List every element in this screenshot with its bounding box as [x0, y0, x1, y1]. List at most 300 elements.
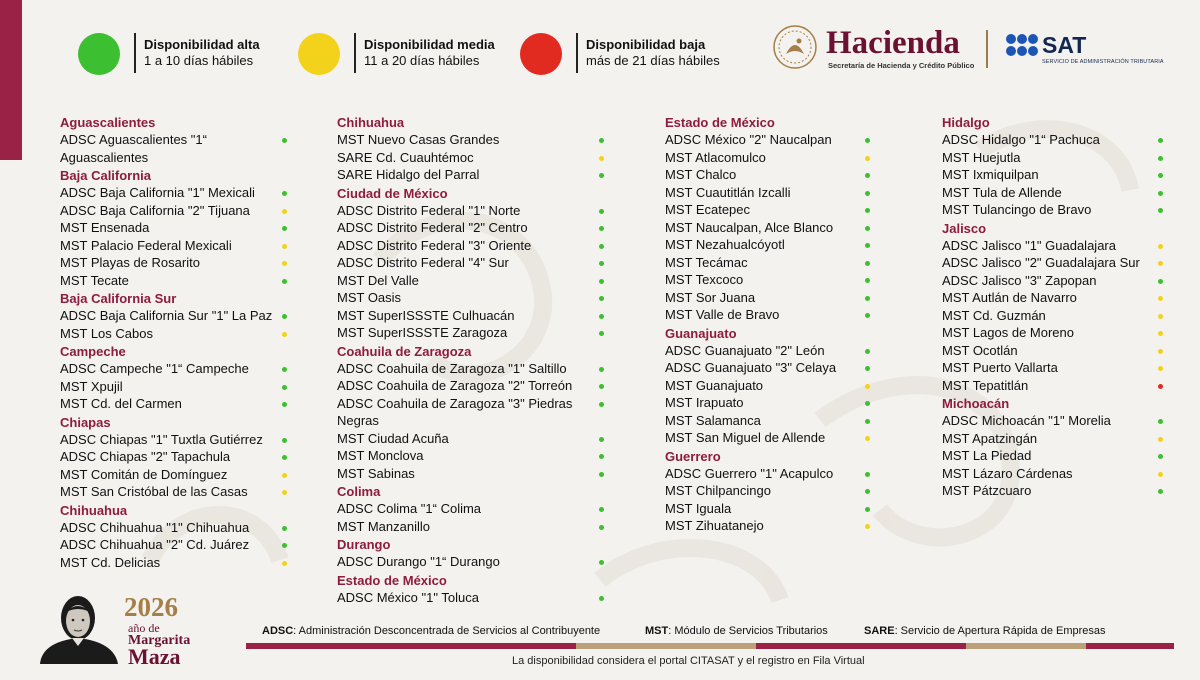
green-status-dot-icon	[865, 191, 870, 196]
state-heading: Chihuahua	[60, 502, 128, 518]
office-name: MST Chalco	[665, 167, 737, 182]
state-heading: Michoacán	[942, 396, 1010, 411]
office-name: MST Irapuato	[665, 395, 744, 410]
green-status-dot-icon	[282, 279, 287, 284]
office-name: MST Apatzingán	[942, 430, 1038, 446]
office-name: MST La Piedad	[942, 448, 1032, 463]
office-name: MST Pátzcuaro	[942, 483, 1032, 498]
office-row	[942, 465, 1168, 483]
office-row	[665, 149, 875, 167]
office-name: ADSC Distrito Federal "3" Oriente	[337, 237, 532, 253]
green-status-dot-icon	[599, 314, 604, 319]
office-name: MST Oasis	[337, 290, 402, 305]
yellow-status-dot-icon	[599, 156, 604, 161]
office-row	[942, 412, 1168, 430]
green-status-dot-icon	[865, 419, 870, 424]
state-heading: Jalisco	[942, 220, 987, 236]
footnote: La disponibilidad considera el portal CITASAT y el registro en Fila Virtual	[512, 655, 865, 667]
office-name: MST Manzanillo	[337, 518, 430, 534]
green-status-dot-icon	[599, 472, 604, 477]
office-row	[942, 166, 1168, 184]
office-row	[665, 201, 875, 219]
green-status-dot-icon	[865, 261, 870, 266]
green-status-dot-icon	[599, 138, 604, 143]
office-row	[665, 254, 875, 272]
office-name: MST Ocotlán	[942, 342, 1018, 358]
green-status-dot-icon	[1158, 191, 1163, 196]
yellow-status-dot-icon	[1158, 472, 1163, 477]
state-heading: Chiapas	[60, 414, 111, 430]
office-row	[60, 131, 292, 166]
office-column-4	[942, 113, 1168, 500]
office-name: ADSC Durango "1“ Durango	[337, 554, 500, 569]
green-status-dot-icon	[282, 226, 287, 231]
office-name: ADSC Campeche "1“ Campeche	[60, 361, 249, 376]
year-badge	[32, 584, 232, 669]
yellow-status-dot-icon	[1158, 366, 1163, 371]
yellow-status-dot-icon	[1158, 437, 1163, 442]
office-row	[665, 412, 875, 430]
year-badge-line: año de	[128, 621, 160, 635]
glossary-adsc	[262, 625, 600, 637]
state-heading: Estado de México	[665, 115, 775, 130]
glossary-mst	[645, 625, 828, 637]
yellow-status-dot-icon	[282, 261, 287, 266]
footer-rule-accent	[966, 643, 1086, 649]
office-row	[942, 447, 1168, 465]
green-status-dot-icon	[865, 472, 870, 477]
office-row	[337, 377, 609, 395]
green-status-dot-icon	[599, 331, 604, 336]
green-status-dot-icon	[599, 507, 604, 512]
office-name: MST Tecámac	[665, 254, 748, 270]
yellow-status-dot-icon	[282, 209, 287, 214]
glossary-definition: : Administración Desconcentrada de Servicios al Contribuyente	[293, 625, 601, 637]
yellow-status-dot-icon	[1158, 244, 1163, 249]
office-name: MST Chilpancingo	[665, 483, 771, 498]
red-dot-icon	[520, 33, 562, 75]
glossary-definition: : Servicio de Apertura Rápida de Empresas	[894, 625, 1106, 637]
office-row	[665, 289, 875, 307]
office-row	[665, 342, 875, 360]
green-status-dot-icon	[1158, 173, 1163, 178]
office-row	[337, 465, 609, 483]
office-name: MST Palacio Federal Mexicali	[60, 237, 232, 253]
office-name: MST SuperISSSTE Zaragoza	[337, 325, 508, 340]
hacienda-logo-subtitle: Secretaría de Hacienda y Crédito Público	[828, 61, 975, 70]
office-row	[60, 395, 292, 413]
green-status-dot-icon	[865, 173, 870, 178]
green-status-dot-icon	[865, 507, 870, 512]
green-status-dot-icon	[282, 314, 287, 319]
green-status-dot-icon	[865, 278, 870, 283]
office-row	[942, 201, 1168, 219]
green-status-dot-icon	[599, 525, 604, 530]
availability-legend	[78, 30, 778, 80]
office-row	[665, 131, 875, 149]
office-row	[665, 306, 875, 324]
yellow-status-dot-icon	[1158, 314, 1163, 319]
office-row	[942, 377, 1168, 395]
office-name: ADSC Guanajuato "2" León	[665, 342, 825, 358]
green-status-dot-icon	[865, 401, 870, 406]
office-name: MST Iguala	[665, 500, 732, 516]
office-name: MST Nezahualcóyotl	[665, 237, 785, 252]
office-row	[337, 500, 609, 518]
green-status-dot-icon	[282, 367, 287, 372]
green-status-dot-icon	[599, 226, 604, 231]
green-status-dot-icon	[282, 385, 287, 390]
legend-title: Disponibilidad media	[364, 37, 495, 52]
office-name: ADSC Colima "1“ Colima	[337, 501, 482, 516]
office-name: ADSC Aguascalientes "1“ Aguascalientes	[60, 132, 207, 165]
red-status-dot-icon	[1158, 384, 1163, 389]
office-row	[60, 466, 292, 484]
yellow-status-dot-icon	[865, 436, 870, 441]
office-name: MST Los Cabos	[60, 325, 153, 341]
yellow-status-dot-icon	[1158, 261, 1163, 266]
office-row	[60, 483, 292, 501]
office-row	[60, 431, 292, 449]
office-name: MST Cd. del Carmen	[60, 396, 182, 411]
green-status-dot-icon	[599, 367, 604, 372]
glossary-abbr: SARE	[864, 625, 895, 637]
footer-rule-accent	[576, 643, 756, 649]
footer-rule	[246, 643, 1174, 649]
glossary-definition: : Módulo de Servicios Tributarios	[668, 625, 828, 637]
office-name: ADSC Chiapas "2" Tapachula	[60, 449, 231, 464]
green-status-dot-icon	[599, 244, 604, 249]
office-name: MST Cd. Guzmán	[942, 307, 1046, 323]
office-row	[665, 500, 875, 518]
office-name: MST Sabinas	[337, 465, 415, 481]
office-row	[665, 236, 875, 254]
green-status-dot-icon	[282, 526, 287, 531]
office-row	[665, 517, 875, 535]
office-row	[665, 359, 875, 377]
office-name: MST Zihuatanejo	[665, 518, 764, 533]
legend-divider	[134, 33, 136, 73]
office-row	[942, 184, 1168, 202]
state-heading: Baja California	[60, 168, 152, 183]
office-name: ADSC Baja California "1" Mexicali	[60, 185, 255, 200]
legend-divider	[354, 33, 356, 73]
office-column-3	[665, 113, 875, 535]
office-row	[337, 237, 609, 255]
office-name: ADSC Hidalgo "1“ Pachuca	[942, 132, 1100, 147]
green-status-dot-icon	[282, 402, 287, 407]
green-status-dot-icon	[282, 438, 287, 443]
state-heading: Guanajuato	[665, 325, 737, 341]
green-status-dot-icon	[1158, 279, 1163, 284]
office-row	[665, 429, 875, 447]
yellow-status-dot-icon	[865, 156, 870, 161]
office-row	[942, 149, 1168, 167]
office-name: ADSC Jalisco "3" Zapopan	[942, 272, 1097, 288]
yellow-status-dot-icon	[282, 473, 287, 478]
office-name: MST SuperISSSTE Culhuacán	[337, 307, 515, 323]
office-name: MST Tula de Allende	[942, 184, 1062, 200]
legend-subtitle: 1 a 10 días hábiles	[144, 53, 254, 68]
green-status-dot-icon	[599, 279, 604, 284]
office-row	[337, 553, 609, 571]
office-name: ADSC Coahuila de Zaragoza "2" Torreón	[337, 378, 573, 393]
office-row	[60, 325, 292, 343]
office-row	[337, 272, 609, 290]
office-row	[337, 149, 609, 167]
office-row	[942, 237, 1168, 255]
yellow-status-dot-icon	[1158, 331, 1163, 336]
green-status-dot-icon	[282, 455, 287, 460]
office-row	[337, 360, 609, 378]
office-name: MST Tepatitlán	[942, 377, 1029, 393]
office-name: MST Guanajuato	[665, 377, 764, 393]
office-name: ADSC Distrito Federal "1" Norte	[337, 202, 521, 218]
office-name: ADSC Jalisco "2" Guadalajara Sur	[942, 255, 1140, 270]
green-status-dot-icon	[865, 226, 870, 231]
office-row	[665, 482, 875, 500]
office-row	[337, 166, 609, 184]
yellow-status-dot-icon	[1158, 349, 1163, 354]
margarita-maza-portrait-icon	[32, 584, 124, 664]
office-row	[942, 289, 1168, 307]
green-status-dot-icon	[282, 138, 287, 143]
office-row	[60, 378, 292, 396]
office-name: ADSC Guerrero "1" Acapulco	[665, 465, 834, 481]
office-name: MST Xpujil	[60, 378, 123, 394]
office-name: ADSC Coahuila de Zaragoza "1" Saltillo	[337, 360, 567, 376]
green-dot-icon	[78, 33, 120, 75]
green-status-dot-icon	[1158, 489, 1163, 494]
office-name: ADSC Distrito Federal "2" Centro	[337, 220, 528, 235]
yellow-dot-icon	[298, 33, 340, 75]
office-name: MST Naucalpan, Alce Blanco	[665, 219, 834, 235]
mexico-eagle-seal-icon	[772, 24, 818, 70]
office-row	[942, 342, 1168, 360]
office-name: ADSC Jalisco "1" Guadalajara	[942, 237, 1116, 253]
office-row	[60, 202, 292, 220]
green-status-dot-icon	[599, 560, 604, 565]
office-row	[337, 202, 609, 220]
green-status-dot-icon	[599, 384, 604, 389]
office-row	[337, 395, 609, 430]
office-row	[337, 219, 609, 237]
office-name: MST Playas de Rosarito	[60, 255, 200, 270]
glossary-abbr: ADSC	[262, 625, 294, 637]
office-row	[337, 289, 609, 307]
office-name: MST Sor Juana	[665, 289, 756, 305]
yellow-status-dot-icon	[282, 490, 287, 495]
office-row	[60, 272, 292, 290]
state-heading: Hidalgo	[942, 115, 990, 130]
office-name: MST Del Valle	[337, 272, 419, 288]
yellow-status-dot-icon	[282, 561, 287, 566]
green-status-dot-icon	[599, 454, 604, 459]
office-name: ADSC Guanajuato "3" Celaya	[665, 360, 837, 375]
office-name: MST Lázaro Cárdenas	[942, 465, 1073, 481]
office-name: ADSC Baja California Sur "1" La Paz	[60, 308, 273, 323]
office-row	[665, 394, 875, 412]
office-name: ADSC Chihuahua "2" Cd. Juárez	[60, 537, 250, 552]
green-status-dot-icon	[599, 261, 604, 266]
glossary-abbr: MST	[645, 625, 669, 637]
office-row	[60, 219, 292, 237]
green-status-dot-icon	[599, 296, 604, 301]
office-name: MST Texcoco	[665, 272, 744, 287]
office-name: SARE Hidalgo del Parral	[337, 167, 480, 182]
green-status-dot-icon	[1158, 419, 1163, 424]
office-name: MST Tulancingo de Bravo	[942, 202, 1092, 217]
office-row	[337, 131, 609, 149]
state-heading: Estado de México	[337, 572, 447, 588]
office-row	[665, 377, 875, 395]
office-row	[337, 430, 609, 448]
office-name: MST Puerto Vallarta	[942, 360, 1058, 375]
state-heading: Ciudad de México	[337, 185, 448, 201]
green-status-dot-icon	[599, 596, 604, 601]
office-row	[942, 307, 1168, 325]
office-row	[337, 447, 609, 465]
yellow-status-dot-icon	[865, 524, 870, 529]
office-column-2	[337, 113, 609, 606]
office-name: MST Ecatepec	[665, 202, 751, 217]
state-heading: Colima	[337, 484, 381, 499]
office-row	[337, 307, 609, 325]
office-row	[665, 219, 875, 237]
office-row	[665, 184, 875, 202]
office-name: MST San Cristóbal de las Casas	[60, 484, 248, 499]
green-status-dot-icon	[865, 349, 870, 354]
glossary-sare	[864, 625, 1106, 637]
office-row	[60, 554, 292, 572]
yellow-status-dot-icon	[282, 332, 287, 337]
green-status-dot-icon	[599, 437, 604, 442]
office-name: MST Huejutla	[942, 149, 1021, 165]
office-name: MST Lagos de Moreno	[942, 325, 1074, 340]
legend-divider	[576, 33, 578, 73]
yellow-status-dot-icon	[865, 384, 870, 389]
office-name: ADSC Michoacán "1" Morelia	[942, 413, 1111, 428]
office-row	[942, 359, 1168, 377]
legend-subtitle: más de 21 días hábiles	[586, 53, 720, 68]
office-name: MST Salamanca	[665, 412, 761, 428]
legend-title: Disponibilidad alta	[144, 37, 260, 52]
green-status-dot-icon	[865, 489, 870, 494]
office-name: ADSC México "2" Naucalpan	[665, 132, 832, 147]
green-status-dot-icon	[1158, 156, 1163, 161]
state-heading: Guerrero	[665, 448, 721, 464]
green-status-dot-icon	[1158, 138, 1163, 143]
logo-divider	[986, 30, 988, 68]
office-name: MST Tecate	[60, 272, 129, 288]
office-row	[60, 237, 292, 255]
office-name: ADSC Coahuila de Zaragoza "3" Piedras Negras	[337, 395, 573, 428]
hacienda-logo-text: Hacienda	[826, 25, 960, 61]
green-status-dot-icon	[865, 138, 870, 143]
office-name: MST Nuevo Casas Grandes	[337, 132, 500, 147]
office-name: ADSC México "1" Toluca	[337, 589, 479, 605]
legend-subtitle: 11 a 20 días hábiles	[364, 53, 480, 68]
yellow-status-dot-icon	[282, 244, 287, 249]
state-heading: Durango	[337, 537, 391, 552]
green-status-dot-icon	[865, 208, 870, 213]
year-badge-name: Margarita	[128, 633, 191, 648]
yellow-status-dot-icon	[1158, 296, 1163, 301]
office-name: MST Ensenada	[60, 220, 150, 235]
green-status-dot-icon	[1158, 454, 1163, 459]
office-row	[942, 272, 1168, 290]
office-row	[665, 166, 875, 184]
sat-logo-subtitle: SERVICIO DE ADMINISTRACIÓN TRIBUTARIA	[1042, 59, 1164, 65]
office-name: MST Valle de Bravo	[665, 307, 780, 322]
office-name: MST Ixmiquilpan	[942, 167, 1039, 182]
office-name: MST Comitán de Domínguez	[60, 466, 228, 482]
office-name: ADSC Distrito Federal "4" Sur	[337, 255, 509, 270]
legend-title: Disponibilidad baja	[586, 37, 706, 52]
office-row	[337, 254, 609, 272]
office-row	[60, 536, 292, 554]
office-row	[942, 324, 1168, 342]
header-logos	[772, 24, 1172, 74]
office-row	[665, 271, 875, 289]
office-name: SARE Cd. Cuauhtémoc	[337, 149, 474, 165]
office-name: MST Cd. Delicias	[60, 554, 161, 570]
state-heading: Aguascalientes	[60, 115, 156, 130]
green-status-dot-icon	[1158, 208, 1163, 213]
sat-logo-icon	[1004, 32, 1040, 64]
office-row	[60, 360, 292, 378]
office-row	[942, 482, 1168, 500]
office-name: ADSC Baja California "2" Tijuana	[60, 202, 250, 218]
green-status-dot-icon	[599, 209, 604, 214]
office-column-1	[60, 113, 292, 571]
office-row	[942, 430, 1168, 448]
office-row	[337, 324, 609, 342]
office-row	[665, 465, 875, 483]
office-name: MST Cuautitlán Izcalli	[665, 184, 791, 200]
green-status-dot-icon	[282, 543, 287, 548]
office-row	[337, 589, 609, 607]
office-row	[60, 448, 292, 466]
office-name: MST Ciudad Acuña	[337, 430, 449, 446]
green-status-dot-icon	[599, 402, 604, 407]
office-name: MST Monclova	[337, 448, 424, 463]
green-status-dot-icon	[865, 296, 870, 301]
office-row	[337, 518, 609, 536]
office-name: ADSC Chihuahua "1" Chihuahua	[60, 519, 250, 535]
office-name: MST Autlán de Navarro	[942, 290, 1077, 305]
state-heading: Coahuila de Zaragoza	[337, 343, 472, 359]
office-row	[60, 307, 292, 325]
office-name: ADSC Chiapas "1" Tuxtla Gutiérrez	[60, 431, 263, 447]
green-status-dot-icon	[599, 173, 604, 178]
state-heading: Campeche	[60, 344, 126, 359]
office-name: MST San Miguel de Allende	[665, 430, 826, 445]
office-row	[60, 519, 292, 537]
green-status-dot-icon	[865, 313, 870, 318]
state-heading: Baja California Sur	[60, 291, 177, 306]
year-number: 2026	[124, 592, 178, 622]
office-row	[942, 131, 1168, 149]
office-row	[60, 184, 292, 202]
office-row	[942, 254, 1168, 272]
office-row	[60, 254, 292, 272]
green-status-dot-icon	[865, 366, 870, 371]
green-status-dot-icon	[865, 243, 870, 248]
year-badge-surname: Maza	[128, 644, 181, 669]
state-heading: Chihuahua	[337, 115, 405, 130]
accent-strip	[0, 0, 22, 160]
